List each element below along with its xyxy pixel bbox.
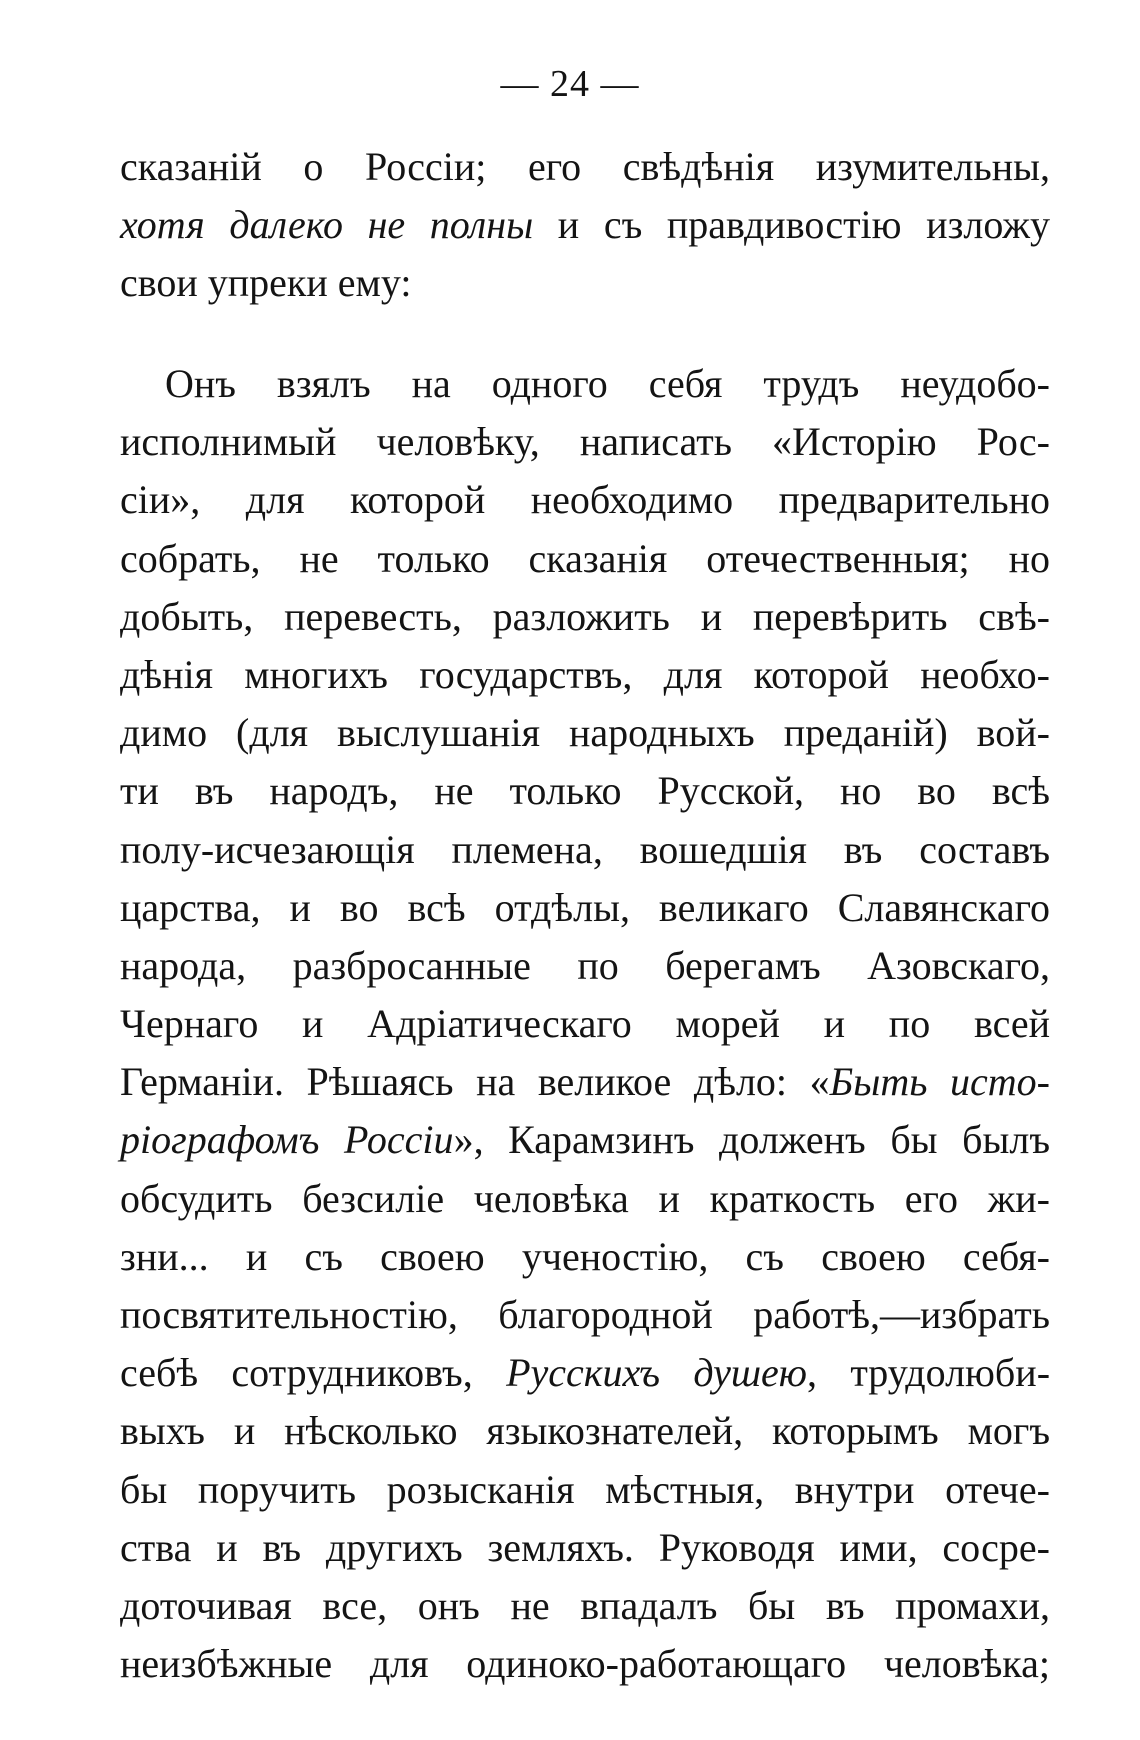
text-run: сказаній о Россіи; его свѣдѣнія изумительны,	[120, 144, 1050, 189]
text-run: свои упреки ему:	[120, 260, 412, 306]
text-line	[120, 1286, 1050, 1344]
text-line	[120, 1519, 1050, 1577]
text-run: ства и въ другихъ земляхъ. Руководя ими, сосре-	[120, 1524, 1050, 1570]
text-run: народа, разбросанные по берегамъ Азовскаго,	[120, 942, 1050, 988]
text-run: полу-исчезающія племена, вошедшія въ составъ	[120, 826, 1050, 872]
text-run: и съ правдивостію изложу	[533, 202, 1050, 248]
text-run: неизбѣжные для одиноко-работающаго человѣка;	[120, 1641, 1050, 1687]
text-line	[120, 762, 1050, 820]
text-run: царства, и во всѣ отдѣлы, великаго Славянскаго	[120, 884, 1050, 930]
text-line	[120, 1577, 1050, 1635]
text-line	[120, 530, 1050, 588]
text-run: Чернаго и Адріатическаго морей и по всей	[120, 1001, 1050, 1047]
italic-text: ріографомъ Россіи	[120, 1117, 454, 1163]
italic-text: хотя далеко не полны	[120, 202, 534, 248]
text-line	[120, 138, 1050, 196]
text-line	[120, 196, 1050, 254]
text-line	[120, 1053, 1050, 1111]
text-run: посвятительностію, благородной работѣ,—избрать	[120, 1292, 1050, 1337]
text-run: исполнимый человѣку, написать «Исторію Рос-	[120, 419, 1050, 465]
text-run: доточивая все, онъ не впадалъ бы въ промахи,	[120, 1582, 1050, 1628]
text-run: обсудить безсиліе человѣка и краткость его жи-	[120, 1175, 1050, 1221]
text-line	[120, 937, 1050, 995]
italic-text: Быть исто-	[829, 1059, 1051, 1105]
paragraph-continuation	[120, 138, 1050, 313]
text-run: », Карамзинъ долженъ бы былъ	[453, 1117, 1051, 1163]
paragraph-main	[120, 355, 1050, 1693]
text-line	[120, 821, 1050, 879]
text-line	[120, 995, 1050, 1053]
text-run: димо (для выслушанія народныхъ преданій) вой-	[120, 710, 1050, 756]
text-run: бы поручить розысканія мѣстныя, внутри отече-	[120, 1466, 1050, 1512]
page-number: — 24 —	[500, 63, 640, 105]
text-run: выхъ и нѣсколько языкознателей, которымъ могъ	[120, 1408, 1050, 1454]
text-line	[120, 1170, 1050, 1228]
text-run: добыть, перевесть, разложить и перевѣрить свѣ-	[120, 593, 1050, 639]
text-line	[120, 588, 1050, 646]
text-line	[120, 646, 1050, 704]
text-line	[120, 1461, 1050, 1519]
text-run: Онъ взялъ на одного себя трудъ неудобо-	[165, 361, 1050, 406]
text-run: , трудолюби-	[806, 1350, 1051, 1396]
text-line	[120, 471, 1050, 529]
italic-text: Русскихъ душею	[506, 1350, 807, 1396]
text-run: ти въ народъ, не только Русской, но во всѣ	[120, 768, 1050, 814]
text-line	[120, 1635, 1050, 1693]
text-run: дѣнія многихъ государствъ, для которой необхо-	[120, 651, 1050, 697]
text-run: сіи», для которой необходимо предварительно	[120, 477, 1050, 523]
text-line	[120, 355, 1050, 413]
text-run: зни... и съ своею ученостію, съ своею себя-	[120, 1233, 1050, 1279]
text-line	[120, 704, 1050, 762]
text-run: себѣ сотрудниковъ,	[120, 1350, 507, 1396]
text-line	[120, 1402, 1050, 1460]
text-line	[120, 1111, 1050, 1169]
text-line	[120, 254, 1050, 312]
text-line	[120, 413, 1050, 471]
text-line	[120, 1344, 1050, 1402]
text-run: собрать, не только сказанія отечественныя; но	[120, 535, 1050, 581]
text-line	[120, 1228, 1050, 1286]
text-run: Германіи. Рѣшаясь на великое дѣло: «	[120, 1059, 830, 1105]
text-line	[120, 879, 1050, 937]
